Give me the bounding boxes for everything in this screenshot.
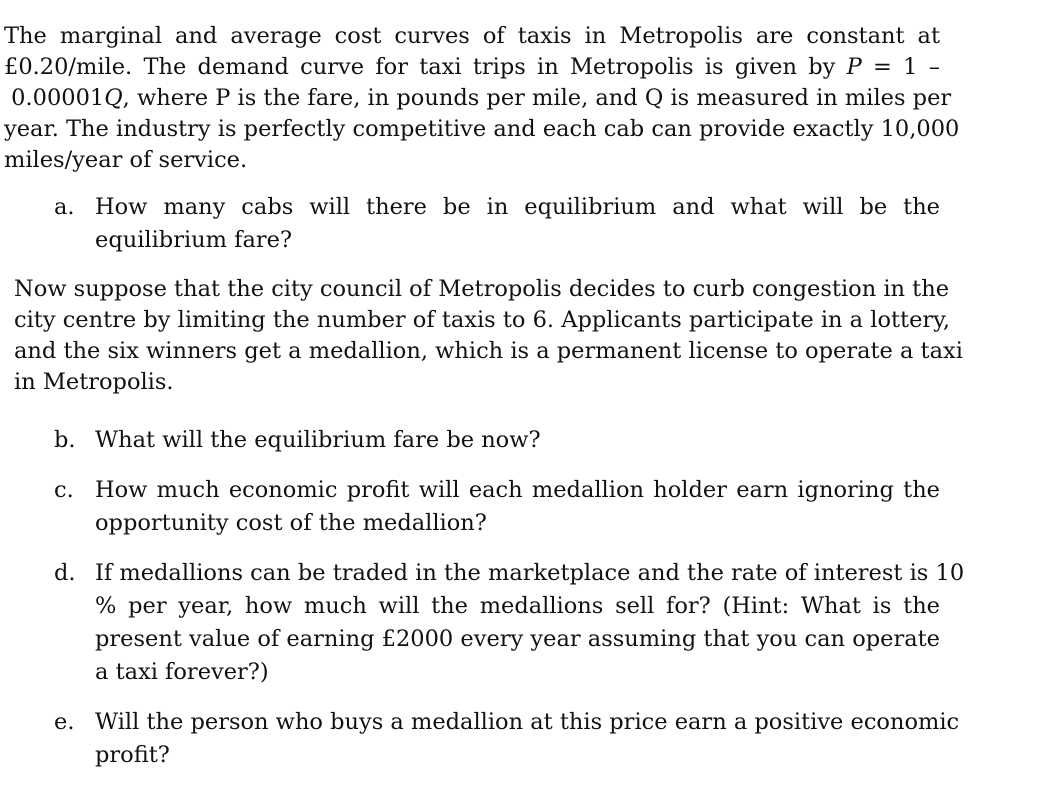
question-letter: a. bbox=[54, 194, 75, 220]
question-text bbox=[95, 424, 940, 457]
question-letter: c. bbox=[54, 477, 74, 503]
equation-q: Q bbox=[104, 85, 123, 111]
setup-line: and the six winners get a medallion, which is a permanent license to operate a taxi bbox=[14, 338, 963, 364]
question-line: What will the equilibrium fare be now? bbox=[95, 427, 541, 453]
intro-line-with-equation bbox=[4, 83, 952, 114]
question-line: present value of earning £2000 every year assuming that you can operate bbox=[95, 626, 940, 652]
question-line: profit? bbox=[95, 742, 170, 768]
setup-line: city centre by limiting the number of taxis to 6. Applicants participate in a lottery, bbox=[14, 307, 951, 333]
intro-line-with-equation bbox=[4, 52, 940, 83]
question-letter: d. bbox=[54, 560, 76, 586]
setup-paragraph bbox=[14, 274, 963, 398]
intro-text: , where P is the fare, in pounds per mile, and Q is measured in miles per bbox=[122, 85, 952, 111]
question-text bbox=[95, 706, 960, 772]
question-line: How many cabs will there be in equilibrium and what will be the bbox=[95, 194, 940, 220]
intro-line: The marginal and average cost curves of taxis in Metropolis are constant at bbox=[4, 23, 940, 49]
question-text bbox=[95, 191, 940, 257]
intro-line: miles/year of service. bbox=[4, 147, 248, 173]
setup-line: in Metropolis. bbox=[14, 369, 174, 395]
question-line: If medallions can be traded in the marketplace and the rate of interest is 10 bbox=[95, 560, 965, 586]
question-line: a taxi forever?) bbox=[95, 659, 269, 685]
question-letter: e. bbox=[54, 709, 75, 735]
question-text bbox=[95, 557, 965, 689]
equation-coefficient: 0.00001 bbox=[11, 85, 105, 111]
equation-rest: = 1 – bbox=[861, 54, 941, 80]
intro-text: £0.20/mile. The demand curve for taxi trips in Metropolis is given by bbox=[4, 54, 836, 80]
intro-line: year. The industry is perfectly competitive and each cab can provide exactly 10,000 bbox=[4, 116, 960, 142]
equation-p: P bbox=[846, 54, 862, 80]
setup-line: Now suppose that the city council of Metropolis decides to curb congestion in the bbox=[14, 276, 950, 302]
question-text bbox=[95, 474, 940, 540]
intro-paragraph bbox=[4, 21, 960, 176]
question-line: % per year, how much will the medallions sell for? (Hint: What is the bbox=[95, 593, 940, 619]
question-letter: b. bbox=[54, 427, 76, 453]
question-line: equilibrium fare? bbox=[95, 227, 293, 253]
question-line: opportunity cost of the medallion? bbox=[95, 510, 487, 536]
question-line: Will the person who buys a medallion at this price earn a positive economic bbox=[95, 709, 960, 735]
question-line: How much economic profit will each medallion holder earn ignoring the bbox=[95, 477, 940, 503]
